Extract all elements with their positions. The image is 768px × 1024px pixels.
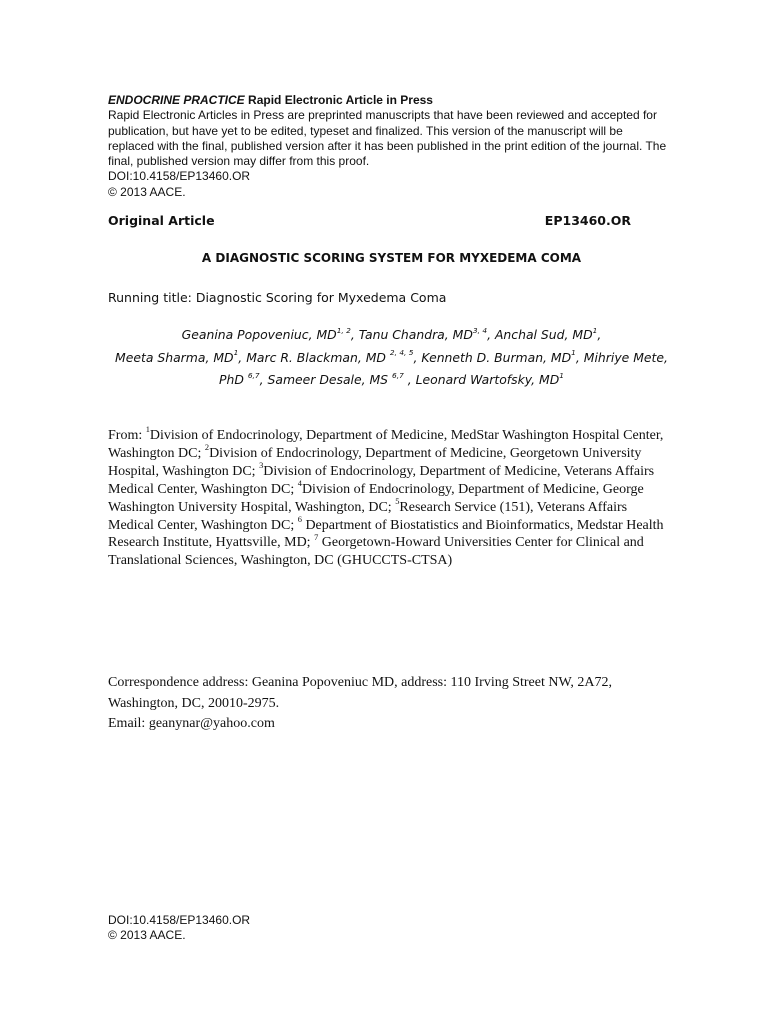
author: Anchal Sud, $MD^1$, xyxy=(494,325,602,342)
author: Meeta Sharma, $MD^1$, xyxy=(115,348,247,365)
page-footer xyxy=(108,913,250,944)
author: Tanu Chandra, MD$^{3, 4}$, xyxy=(358,325,495,342)
notice-heading-rest: Rapid Electronic Article in Press xyxy=(244,93,433,107)
author: Marc R. Blackman, MD $^{2, 4, 5}$, xyxy=(246,348,422,365)
article-id: EP13460.OR xyxy=(544,213,631,228)
running-title: Running title: Diagnostic Scoring for Myxedema Coma xyxy=(108,290,447,305)
affiliations xyxy=(108,427,668,570)
correspondence-email: Email: geanynar@yahoo.com xyxy=(108,716,275,731)
author: Leonard Wartofsky, $MD^1$ xyxy=(415,370,564,387)
article-type-row xyxy=(108,213,631,228)
article-type: Original Article xyxy=(108,213,215,228)
author: Kenneth D. Burman, $MD^1$, xyxy=(421,348,584,365)
footer-copyright: © 2013 AACE. xyxy=(108,928,186,943)
affiliation: $^5$Research Service (151), Veterans Affairs Medical Center, Washington DC; xyxy=(108,496,628,533)
footer-doi: DOI:10.4158/EP13460.OR xyxy=(108,913,251,927)
journal-name: ENDOCRINE PRACTICE xyxy=(108,93,245,107)
correspondence xyxy=(108,673,668,735)
affiliations-prefix: From: xyxy=(108,428,146,443)
affiliation: $^6$ Department of Biostatistics and Bioinformatics, Medstar Health Research Institute, Hyattsville, MD; xyxy=(108,514,664,551)
notice-heading xyxy=(108,93,668,108)
author: Sameer Desale, MS $^{6,7}$ , xyxy=(267,370,416,387)
affiliation: $^3$Division of Endocrinology, Department of Medicine, Veterans Affairs Medical Center, Washington DC; xyxy=(108,460,655,497)
notice-doi: DOI:10.4158/EP13460.OR xyxy=(108,169,251,184)
notice-text: Rapid Electronic Articles in Press are preprinted manuscripts that have been reviewed and accepted for publication, but have yet to be edited, typeset and finalized. This version of the manuscript will be replaced with the final, published version after it has been published in the print edition of the journal. The final, published version may differ from this proof. xyxy=(108,108,667,169)
notice-copyright: © 2013 AACE. xyxy=(108,184,186,199)
article-title: A DIAGNOSTIC SCORING SYSTEM FOR MYXEDEMA COMA xyxy=(201,251,582,265)
affiliation: $^2$Division of Endocrinology, Department of Medicine, Georgetown University Hospital, Washington DC; xyxy=(108,443,642,479)
author-list xyxy=(108,324,675,392)
affiliation: $^7$ Georgetown-Howard Universities Center for Clinical and Translational Sciences, Washington, DC (GHUCCTS-CTSA) xyxy=(108,532,644,569)
author: Mihriye Mete, PhD $^{6,7}$, xyxy=(219,349,668,387)
correspondence-address: Correspondence address: Geanina Popoveniuc MD, address: 110 Irving Street NW, 2A72, Washington, DC, 20010-2975. xyxy=(108,675,613,711)
affiliation: $^1$Division of Endocrinology, Department of Medicine, MedStar Washington Hospital Center, Washington DC; xyxy=(108,425,664,461)
author: Geanina Popoveniuc, MD$^{1, 2}$, xyxy=(181,325,359,342)
affiliation: $^4$Division of Endocrinology, Department of Medicine, George Washington University Hospital, Washington, DC; xyxy=(108,478,644,515)
press-notice xyxy=(108,93,668,200)
